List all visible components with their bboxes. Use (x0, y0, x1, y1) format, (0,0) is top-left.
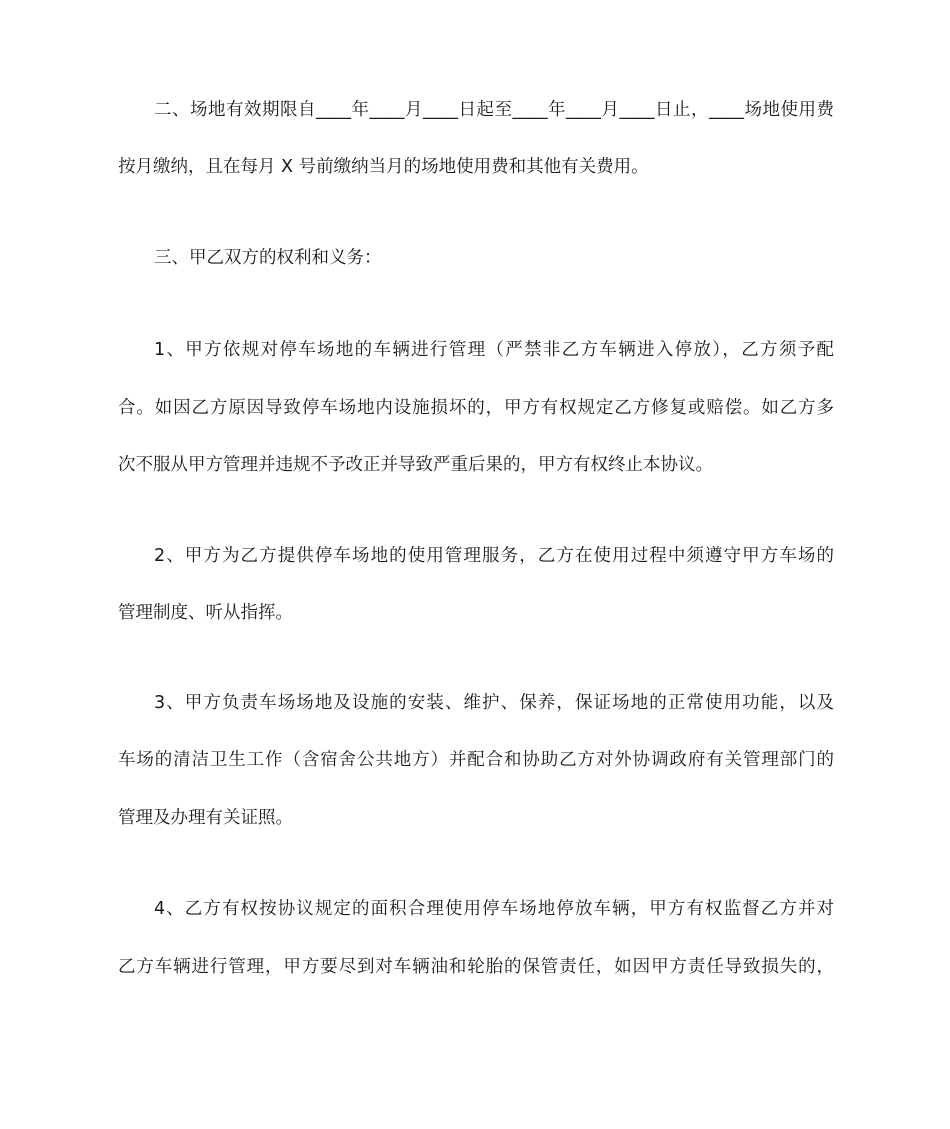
section-3-heading: 三、甲乙双方的权利和义务： (154, 248, 382, 268)
item-3-line-3: 管理及办理有关证照。 (118, 808, 293, 828)
clause-2-line-1: 二、场地有效期限自____年____月____日起至____年____月____日止，____场地使用费 (154, 100, 834, 120)
item-1-line-1: 1、甲方依规对停车场地的车辆进行管理（严禁非乙方车辆进入停放），乙方须予配 (154, 340, 834, 360)
item-3-line-1: 3、甲方负责车场场地及设施的安装、维护、保养，保证场地的正常使用功能，以及 (154, 693, 834, 713)
item-1-line-2: 合。如因乙方原因导致停车场地内设施损坏的，甲方有权规定乙方修复或赔偿。如乙方多 (118, 398, 834, 418)
item-1-line-3: 次不服从甲方管理并违规不予改正并导致严重后果的，甲方有权终止本协议。 (118, 455, 713, 475)
item-4-line-1: 4、乙方有权按协议规定的面积合理使用停车场地停放车辆，甲方有权监督乙方并对 (154, 899, 834, 919)
item-2-line-2: 管理制度、听从指挥。 (118, 603, 293, 623)
item-4-line-2: 乙方车辆进行管理，甲方要尽到对车辆油和轮胎的保管责任，如因甲方责任导致损失的， (118, 957, 834, 977)
item-2-line-1: 2、甲方为乙方提供停车场地的使用管理服务，乙方在使用过程中须遵守甲方车场的 (154, 546, 834, 566)
clause-2-line-2: 按月缴纳，且在每月 X 号前缴纳当月的场地使用费和其他有关费用。 (118, 157, 649, 177)
item-3-line-2: 车场的清洁卫生工作（含宿舍公共地方）并配合和协助乙方对外协调政府有关管理部门的 (118, 750, 834, 770)
